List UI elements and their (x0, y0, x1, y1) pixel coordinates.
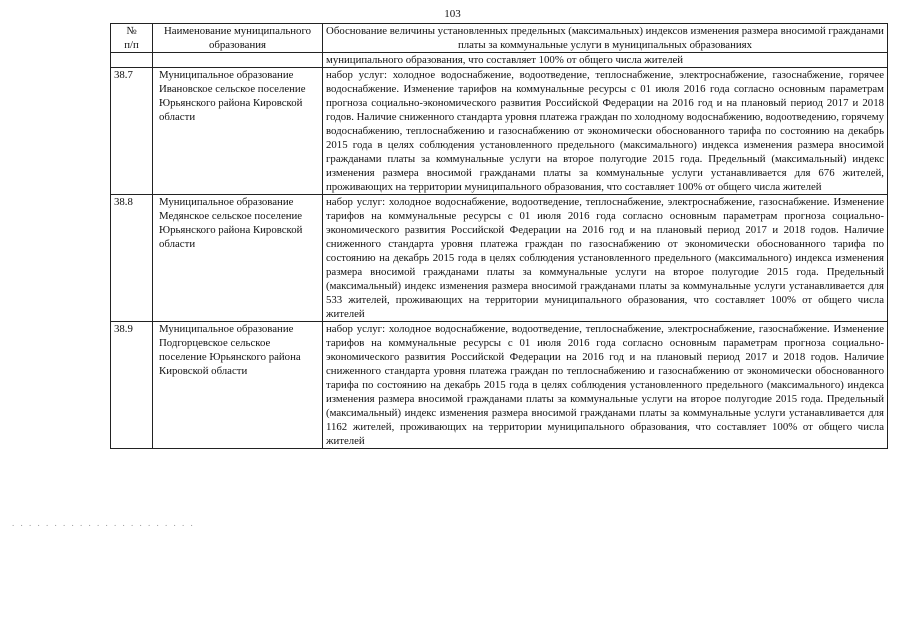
tariff-index-table (110, 23, 888, 449)
page-number: 103 (444, 8, 461, 20)
basis-text: набор услуг: холодное водоснабжение, водоотведение, теплоснабжение, электроснабжение, газоснабжение, горячее водоснабжение. Изменение тарифов на коммунальные ресурсы с 01 июля 2016 года согласно основным параметрам прогноза социально-экономического развития Российской Федерации на 2016 год и на плановый период 2017 и 2018 годов. Наличие сниженного стандарта уровня платежа граждан по холодному водоснабжению, водоотведению, горячему водоснабжению, теплоснабжению и газоснабжению от экономически обоснованного тарифа по состоянию на декабрь 2015 года в целях соблюдения установленного предельного (максимального) индекса изменения размера вносимой гражданами платы за коммунальные услуги на второе полугодие 2015 года. Предельный (максимальный) индекс изменения размера вносимой гражданами платы за коммунальные услуги устанавливается для 676 жителей, проживающих на территории муниципального образования, что составляет 100% от общего числа жителей (323, 68, 888, 195)
basis-text: набор услуг: холодное водоснабжение, водоотведение, теплоснабжение, электроснабжение, газоснабжение. Изменение тарифов на коммунальные ресурсы с 01 июля 2016 года согласно основным параметрам прогноза социально-экономического развития Российской Федерации на 2016 год и на плановый период 2017 и 2018 годов. Наличие сниженного стандарта уровня платежа граждан по теплоснабжению и газоснабжению от экономически обоснованного тарифа по состоянию на декабрь 2015 года в целях соблюдения установленного предельного (максимального) индекса изменения размера вносимой гражданами платы за коммунальные услуги на второе полугодие 2015 года. Предельный (максимальный) индекс изменения размера вносимой гражданами платы за коммунальные услуги устанавливается для 1162 жителей, проживающих на территории муниципального образования, что составляет 100% от общего числа жителей (323, 322, 888, 449)
continuation-text: муниципального образования, что составляет 100% от общего числа жителей (323, 53, 888, 68)
row-number: 38.8 (111, 195, 153, 322)
header-num: № п/п (111, 24, 153, 53)
basis-text: набор услуг: холодное водоснабжение, водоотведение, теплоснабжение, электроснабжение, газоснабжение. Изменение тарифов на коммунальные ресурсы с 01 июля 2016 года согласно основным параметрам прогноза социально-экономического развития Российской Федерации на 2016 год и на плановый период 2017 и 2018 годов. Наличие сниженного стандарта уровня платежа граждан по газоснабжению от экономически обоснованного тарифа по состоянию на декабрь 2015 года в целях соблюдения установленного предельного (максимального) индекса изменения размера вносимой гражданами платы за коммунальные услуги на второе полугодие 2015 года. Предельный (максимальный) индекс изменения размера вносимой гражданами платы за коммунальные услуги устанавливается для 533 жителей, проживающих на территории муниципального образования, что составляет 100% от общего числа жителей (323, 195, 888, 322)
municipality-name: Муниципальное образование Медянское сельское поселение Юрьянского района Кировской области (153, 195, 323, 322)
row-number: 38.7 (111, 68, 153, 195)
municipality-name: Муниципальное образование Ивановское сельское поселение Юрьянского района Кировской области (153, 68, 323, 195)
table-row (111, 68, 888, 195)
municipality-name: Муниципальное образование Подгорцевское сельское поселение Юрьянского района Кировской области (153, 322, 323, 449)
table-row (111, 322, 888, 449)
header-municipality: Наименование муниципального образования (153, 24, 323, 53)
continuation-row (111, 53, 888, 68)
row-number: 38.9 (111, 322, 153, 449)
table-header-row (111, 24, 888, 53)
scan-artifact-dots: . . . . . . . . . . . . . . . . . . . . . . (12, 518, 195, 528)
table-row (111, 195, 888, 322)
header-basis: Обоснование величины установленных предельных (максимальных) индексов изменения размера вносимой гражданами платы за коммунальные услуги в муниципальных образованиях (323, 24, 888, 53)
